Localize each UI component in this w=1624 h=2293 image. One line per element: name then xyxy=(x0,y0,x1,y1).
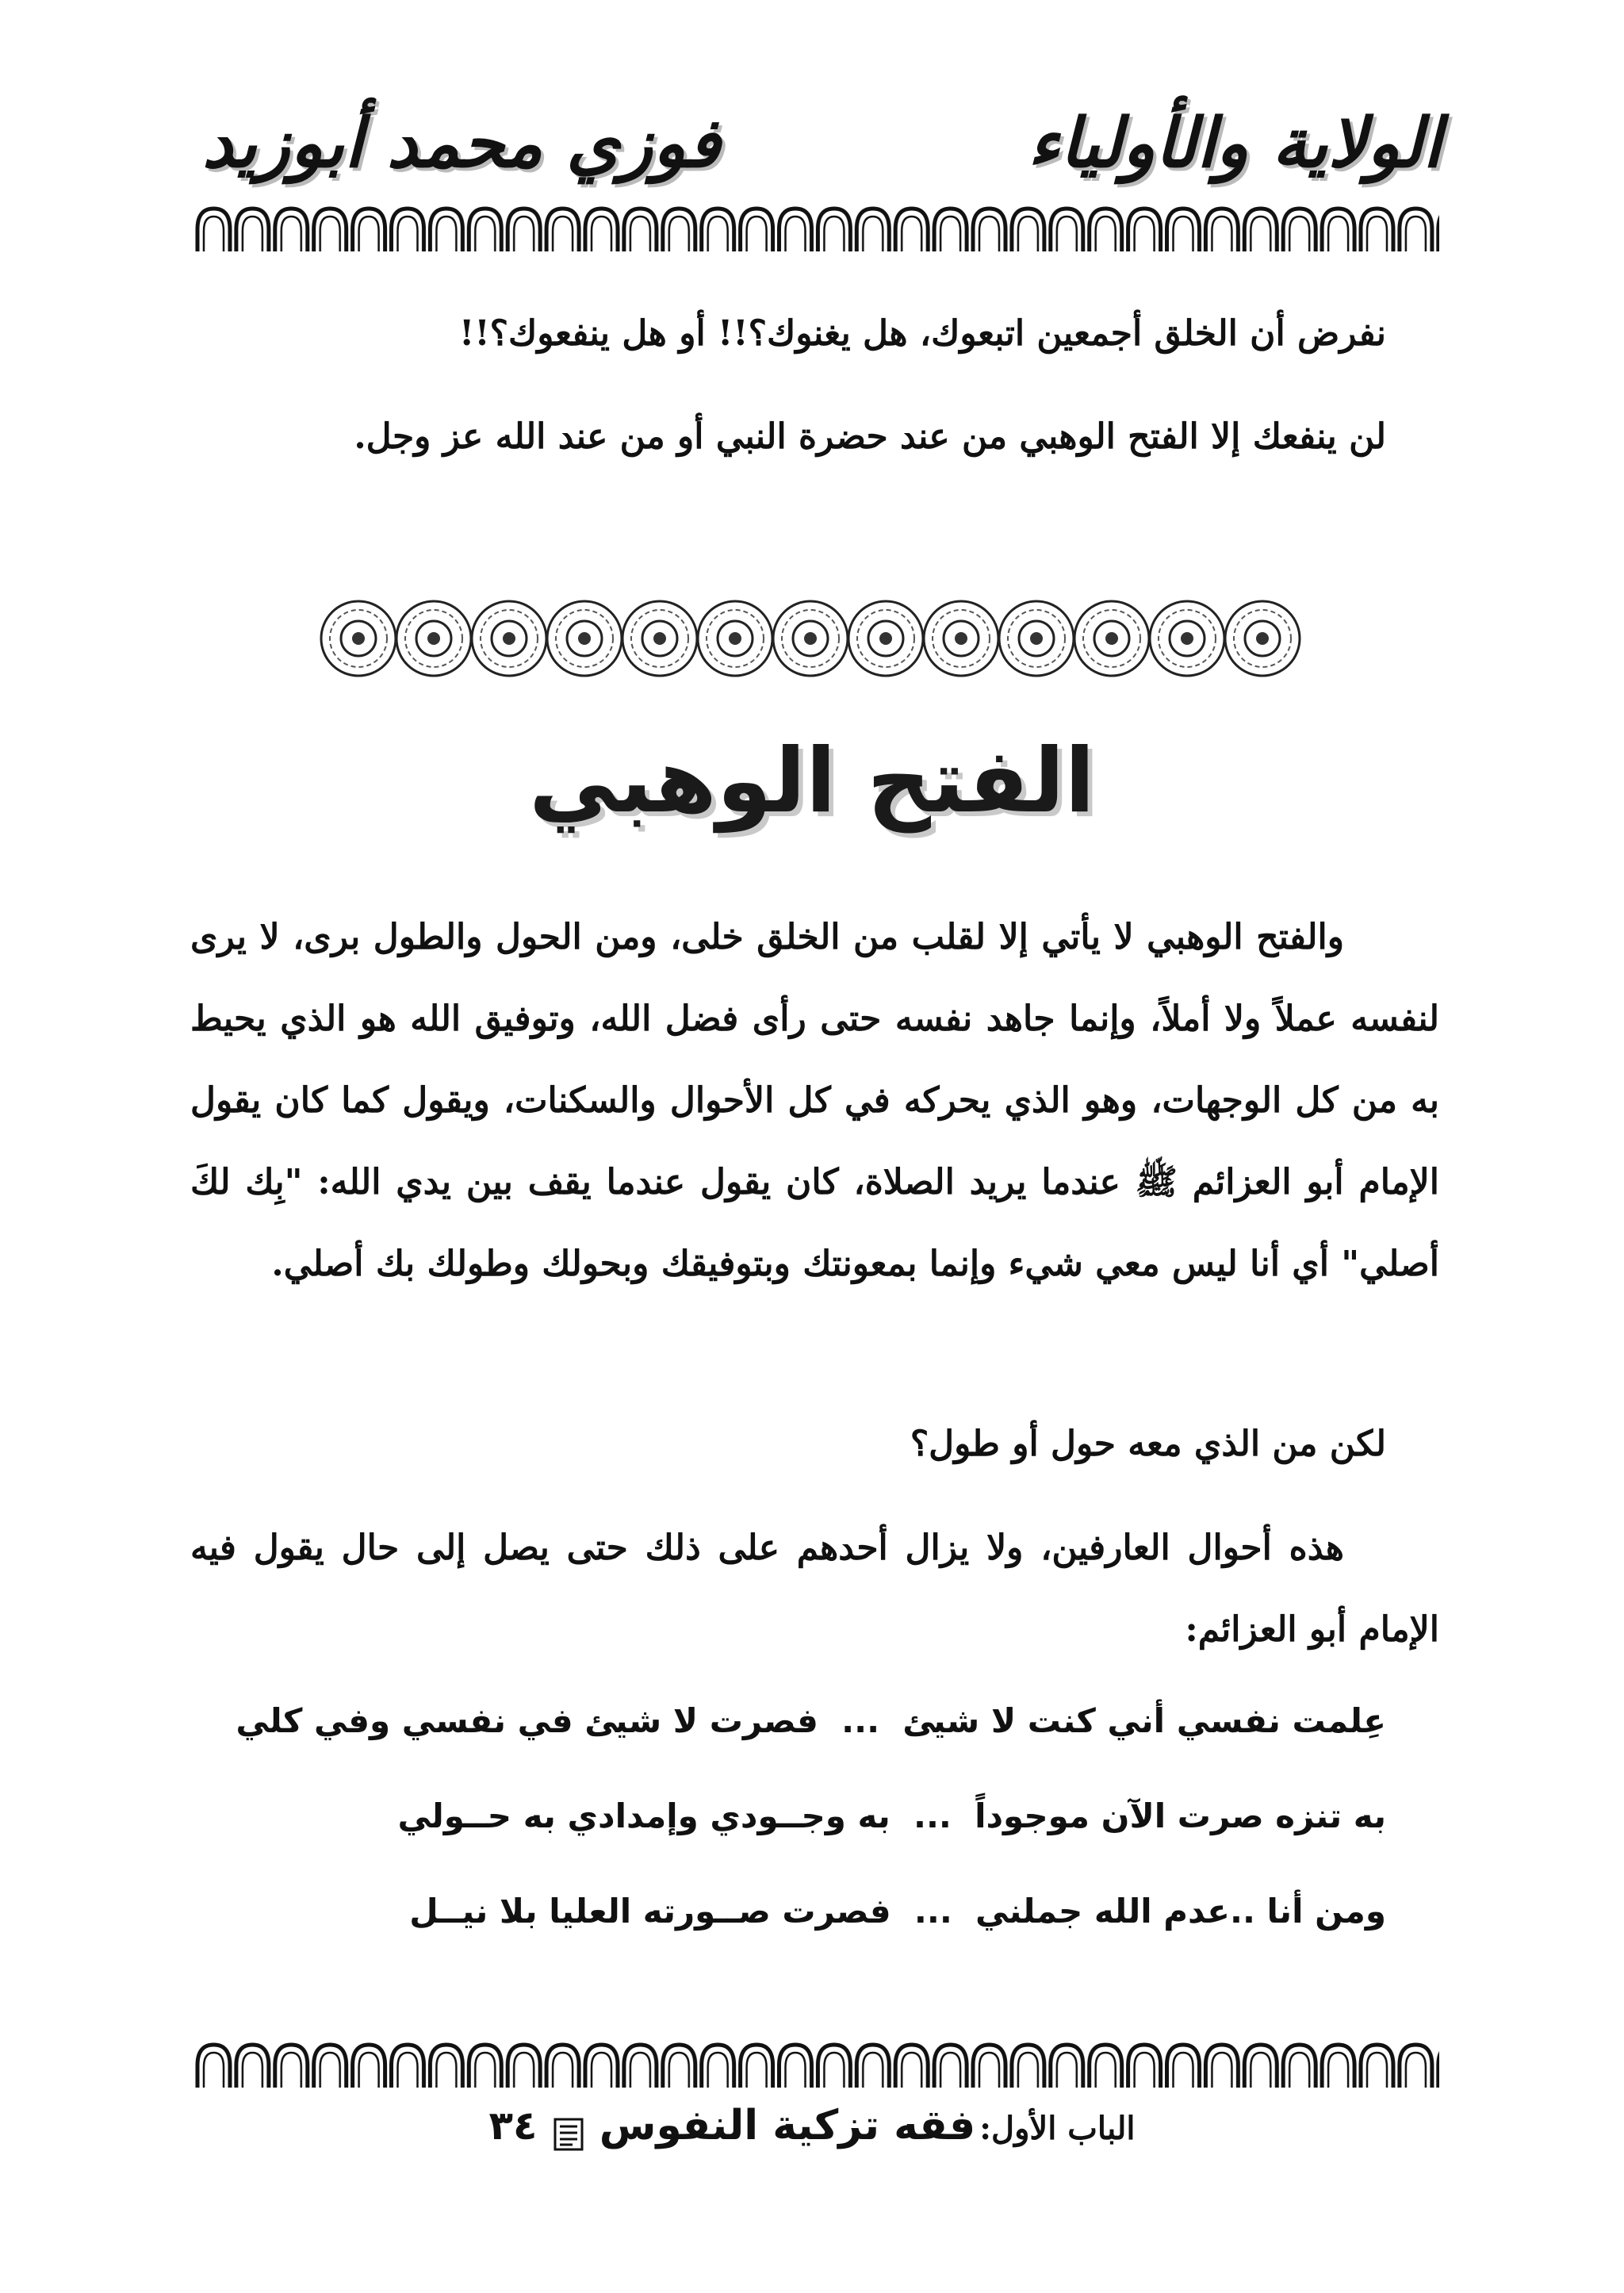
poem-verse-1 xyxy=(236,1701,1386,1740)
ornament-7 xyxy=(773,601,848,676)
ornament-10 xyxy=(999,601,1074,676)
ornament-9 xyxy=(924,601,998,676)
section-title: الفتح الوهبي xyxy=(529,730,1095,833)
ornament-3 xyxy=(472,601,546,676)
book-icon xyxy=(553,2117,584,2155)
header-book-title: الولاية والأولياء xyxy=(1028,103,1442,183)
footer-chapter-label: الباب الأول: xyxy=(979,2110,1136,2147)
top-arch-border xyxy=(194,202,1439,258)
poem-verse-1-first: عِلمت نفسي أني كنت لا شيئ xyxy=(902,1701,1386,1740)
poem-separator: ... xyxy=(841,1701,880,1740)
poem-verse-3 xyxy=(409,1892,1386,1931)
poem-separator: ... xyxy=(913,1796,952,1835)
poem-verse-2-first: به تنزه صرت الآن موجوداً xyxy=(975,1796,1386,1835)
poem-separator: ... xyxy=(914,1892,952,1931)
bottom-arch-border xyxy=(194,2038,1439,2094)
ornament-4 xyxy=(547,601,622,676)
ornament-2 xyxy=(396,601,471,676)
ornament-12 xyxy=(1150,601,1224,676)
ornament-13 xyxy=(1225,601,1300,676)
header-author: فوزي محمد أبوزيد xyxy=(202,103,721,183)
paragraph-2-text: هذه أحوال العارفين، ولا يزال أحدهم على ذلك حتى يصل إلى حال يقول فيه الإمام أبو العزائم: xyxy=(190,1528,1439,1650)
paragraph-1-text: والفتح الوهبي لا يأتي إلا لقلب من الخلق خلى، ومن الحول والطول برى، لا يرى لنفسه عملاً ولا أملاً، وإنما جاهد نفسه حتى رأى فضل الله، وتوفيق الله هو الذي يحيط به من كل الوجهات، وهو الذي يحركه في كل الأحوال والسكنات، ويقول كما كان يقول الإمام أبو العزائم ﷺ عندما يريد الصلاة، كان يقول عندما يقف بين يدي الله: "بِك لكَ أصلي" أي أنا ليس معي شيء وإنما بمعونتك وبتوفيقك وبحولك وطولك بك أصلي. xyxy=(190,917,1439,1284)
poem-verse-2-second: به وجــودي وإمدادي به حــولي xyxy=(397,1796,891,1835)
page-number: ٣٤ xyxy=(488,2103,538,2149)
footer-subject: فقه تزكية النفوس xyxy=(599,2102,976,2149)
page-footer xyxy=(0,2102,1624,2155)
paragraph-2 xyxy=(190,1507,1439,1670)
poem-verse-3-second: فصرت صــورته العليا بلا نيــل xyxy=(409,1892,891,1931)
calligraphy-ornament-row xyxy=(0,591,1624,686)
poem-verse-3-first: ومن أنا ..عدم الله جملني xyxy=(975,1892,1386,1931)
intro-line-2: لن ينفعك إلا الفتح الوهبي من عند حضرة النبي أو من عند الله عز وجل. xyxy=(354,416,1386,457)
intro-line-1: نفرض أن الخلق أجمعين اتبعوك، هل يغنوك؟!! أو هل ينفعوك؟!! xyxy=(459,313,1386,354)
paragraph-1 xyxy=(190,896,1439,1305)
ornament-5 xyxy=(622,601,697,676)
poem-verse-1-second: فصرت لا شيئ في نفسي وفي كلي xyxy=(236,1701,818,1740)
ornament-11 xyxy=(1074,601,1149,676)
ornament-1 xyxy=(321,601,396,676)
ornament-6 xyxy=(698,601,772,676)
ornament-8 xyxy=(848,601,923,676)
question-line: لكن من الذي معه حول أو طول؟ xyxy=(910,1424,1386,1464)
poem-verse-2 xyxy=(398,1796,1387,1835)
